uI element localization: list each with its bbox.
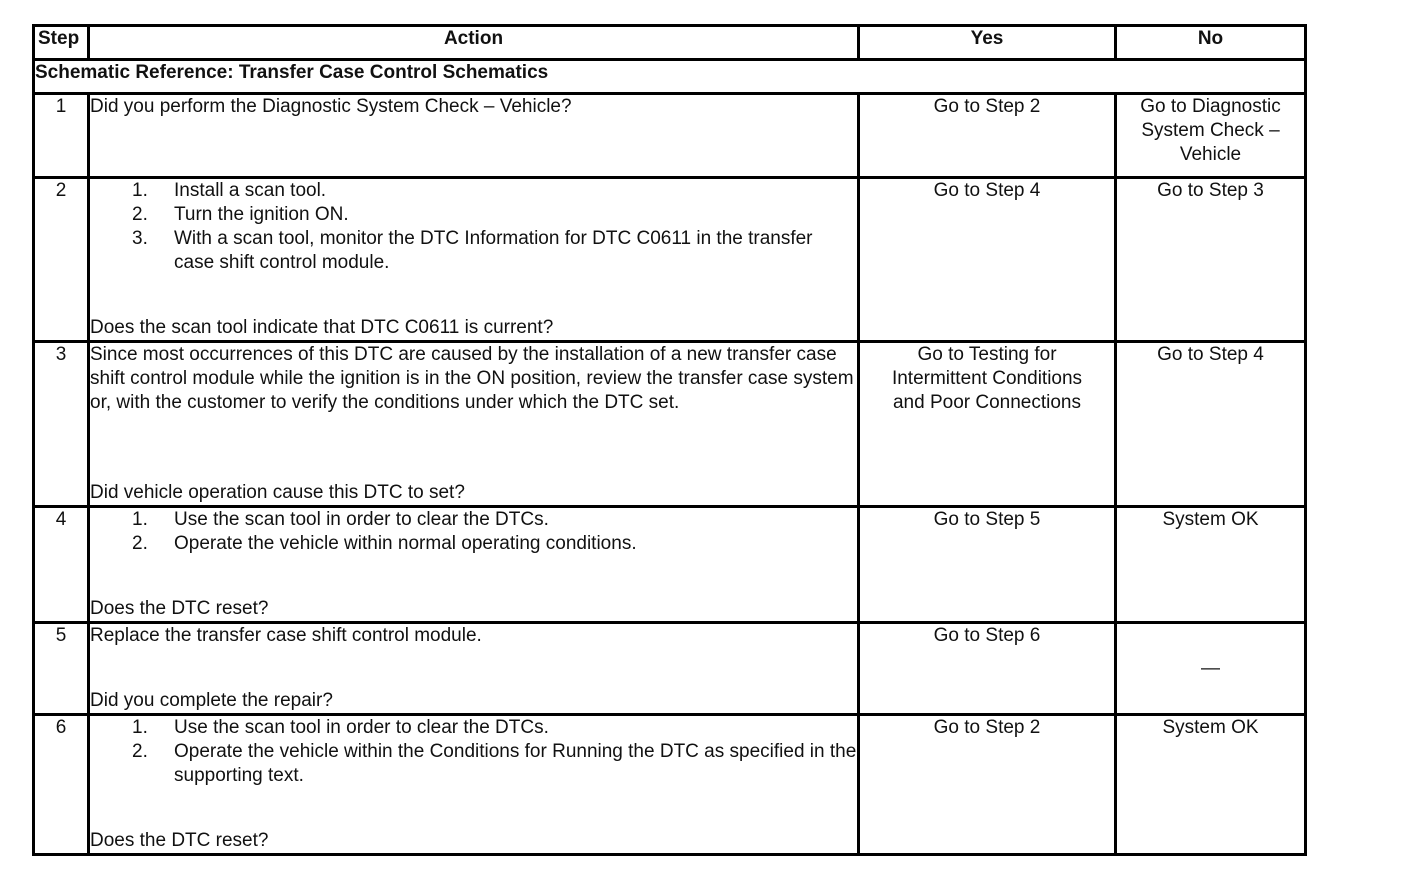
no-cell: Go to Step 4 xyxy=(1116,342,1306,507)
header-yes: Yes xyxy=(859,26,1116,60)
yes-cell: Go to Step 2 xyxy=(859,715,1116,855)
action-steps-list xyxy=(90,716,857,788)
yes-cell: Go to Step 5 xyxy=(859,507,1116,623)
diagnostic-table-container xyxy=(32,24,1306,856)
table-row xyxy=(34,507,1306,623)
no-cell: System OK xyxy=(1116,715,1306,855)
no-cell: System OK xyxy=(1116,507,1306,623)
schematic-reference-row xyxy=(34,60,1306,94)
table-row xyxy=(34,623,1306,715)
action-text: Did you perform the Diagnostic System Check – Vehicle? xyxy=(90,96,572,117)
no-cell: — xyxy=(1116,623,1306,715)
yes-cell: Go to Testing for Intermittent Conditions and Poor Connections xyxy=(859,342,1116,507)
action-question: Does the DTC reset? xyxy=(90,598,269,619)
no-cell: Go to Diagnostic System Check – Vehicle xyxy=(1116,94,1306,178)
table-row xyxy=(34,178,1306,342)
no-cell: Go to Step 3 xyxy=(1116,178,1306,342)
header-row xyxy=(34,26,1306,60)
step-number: 4 xyxy=(34,507,89,623)
list-item: Install a scan tool. xyxy=(174,180,327,201)
list-item: Operate the vehicle within the Conditions for Running the DTC as specified in the supporting text. xyxy=(174,741,857,786)
action-question: Did vehicle operation cause this DTC to set? xyxy=(90,482,465,503)
table-row xyxy=(34,715,1306,855)
header-action: Action xyxy=(89,26,859,60)
schematic-reference: Schematic Reference: Transfer Case Control Schematics xyxy=(34,60,1306,94)
step-number: 2 xyxy=(34,178,89,342)
header-step: Step xyxy=(34,26,89,60)
list-item: Operate the vehicle within normal operating conditions. xyxy=(174,533,637,554)
action-text: Since most occurrences of this DTC are caused by the installation of a new transfer case shift control module while the ignition is in the ON position, review the transfer case system or, with the customer to verify the conditions under which the DTC set. xyxy=(90,344,854,413)
list-item: Use the scan tool in order to clear the DTCs. xyxy=(174,509,549,530)
table-row xyxy=(34,94,1306,178)
step-number: 1 xyxy=(34,94,89,178)
diagnostic-table xyxy=(32,24,1307,856)
yes-cell: Go to Step 2 xyxy=(859,94,1116,178)
action-cell xyxy=(89,178,859,342)
action-cell xyxy=(89,715,859,855)
header-no: No xyxy=(1116,26,1306,60)
action-question: Does the DTC reset? xyxy=(90,830,269,851)
action-cell xyxy=(89,507,859,623)
action-steps-list xyxy=(90,179,857,275)
action-cell xyxy=(89,94,859,178)
action-cell xyxy=(89,342,859,507)
action-steps-list xyxy=(90,508,857,556)
table-row xyxy=(34,342,1306,507)
action-question: Did you complete the repair? xyxy=(90,690,333,711)
yes-cell: Go to Step 6 xyxy=(859,623,1116,715)
list-item: Use the scan tool in order to clear the DTCs. xyxy=(174,717,549,738)
list-item: Turn the ignition ON. xyxy=(174,204,349,225)
step-number: 5 xyxy=(34,623,89,715)
yes-cell: Go to Step 4 xyxy=(859,178,1116,342)
action-question: Does the scan tool indicate that DTC C0611 is current? xyxy=(90,317,554,338)
list-item: With a scan tool, monitor the DTC Information for DTC C0611 in the transfer case shift control module. xyxy=(174,228,813,273)
step-number: 6 xyxy=(34,715,89,855)
action-text: Replace the transfer case shift control module. xyxy=(90,625,482,646)
action-cell xyxy=(89,623,859,715)
step-number: 3 xyxy=(34,342,89,507)
